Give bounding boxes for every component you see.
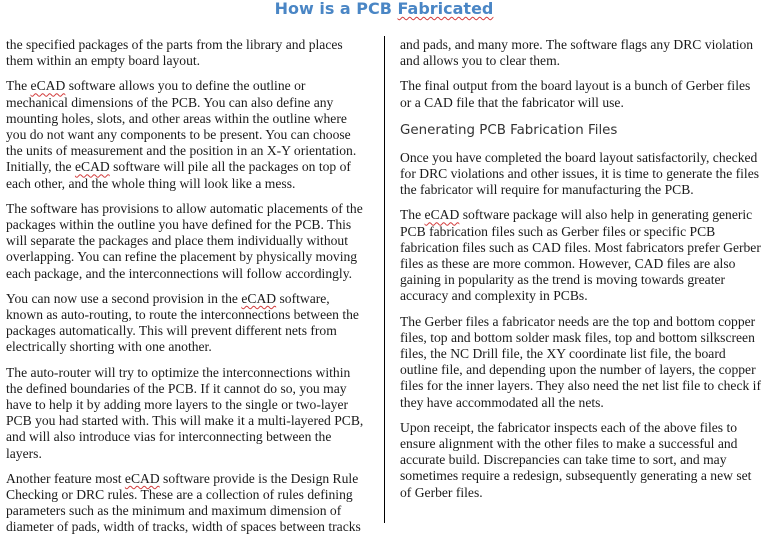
left-paragraph-5: The auto-router will try to optimize the interconnections within the defined boundaries of the PCB. If it cannot do so, you may have to help it by adding more layers to the single or two-layer PCB you had started with. This will make it a multi-layered PCB, and will also introduce vias for interconnecting between the layers. xyxy=(6,364,364,461)
right-paragraph-5: The Gerber files a fabricator needs are the top and bottom copper files, top and bottom solder mask files, top and bottom silkscreen files, the NC Drill file, the XY coordinate list file, the board outline file, and depending upon the number of layers, the copper files for the inner layers. They also need the net list file to check if they have accommodated all the nets. xyxy=(400,313,761,410)
right-column xyxy=(400,37,762,510)
right-paragraph-3: Once you have completed the board layout satisfactorily, checked for DRC violations and other issues, it is time to generate the files the fabricator will require for manufacturing the PCB. xyxy=(400,149,760,198)
page-title xyxy=(0,0,768,19)
left-column xyxy=(6,37,370,545)
spellcheck-word: eCAD xyxy=(424,207,460,223)
spellcheck-word: eCAD xyxy=(30,78,66,94)
section-heading: Generating PCB Fabrication Files xyxy=(400,122,618,138)
title-prefix: How is a PCB xyxy=(274,0,398,18)
left-paragraph-6: Another feature most eCAD software provide is the Design Rule Checking or DRC rules. These are a collection of rules defining parameters such as the minimum and maximum dimension of diameter of pads, width of tracks, width of spaces between tracks xyxy=(6,470,361,535)
right-paragraph-1: and pads, and many more. The software flags any DRC violation and allows you to clear them. xyxy=(400,37,754,69)
right-paragraph-4: The eCAD software package will also help in generating generic PCB fabrication files such as Gerber files or specific PCB fabrication files such as CAD files. Most fabricators prefer Gerber files as these are more common. However, CAD files are also gaining in popularity as the trend is moving towards greater accuracy and complexity in PCBs. xyxy=(400,207,761,304)
right-paragraph-6: Upon receipt, the fabricator inspects each of the above files to ensure alignment with the other files to make a successful and accurate build. Discrepancies can take time to sort, and may sometimes require a redesign, subsequently generating a new set of Gerber files. xyxy=(400,419,752,500)
left-paragraph-2: The eCAD software allows you to define the outline or mechanical dimensions of the PCB. You can also define any mounting holes, slots, and other areas within the outline where you do not want any components to be present. You can choose the units of measurement and the position in an X-Y orientation. Initially, the eCAD software will pile all the packages on top of each other, and the whole thing will look like a mess. xyxy=(6,78,357,191)
spellcheck-word: eCAD xyxy=(241,290,277,306)
title-word-fabricated: Fabricated xyxy=(397,0,494,18)
left-paragraph-3: The software has provisions to allow automatic placements of the packages within the outline you have defined for the PCB. This will separate the packages and place them individually without overlapping. You can refine the placement by physically moving each package, and the interconnections will follow accordingly. xyxy=(6,200,363,281)
column-divider xyxy=(384,36,385,523)
left-paragraph-4: You can now use a second provision in the eCAD software, known as auto-routing, to route the interconnections between the packages automatically. This will prevent different nets from electrically shorting with one another. xyxy=(6,290,359,355)
spellcheck-word: eCAD xyxy=(124,470,160,486)
left-paragraph-1: the specified packages of the parts from the library and places them within an empty board layout. xyxy=(6,37,343,69)
spellcheck-word: eCAD xyxy=(74,159,110,175)
right-paragraph-2: The final output from the board layout is a bunch of Gerber files or a CAD file that the fabricator will use. xyxy=(400,78,751,110)
